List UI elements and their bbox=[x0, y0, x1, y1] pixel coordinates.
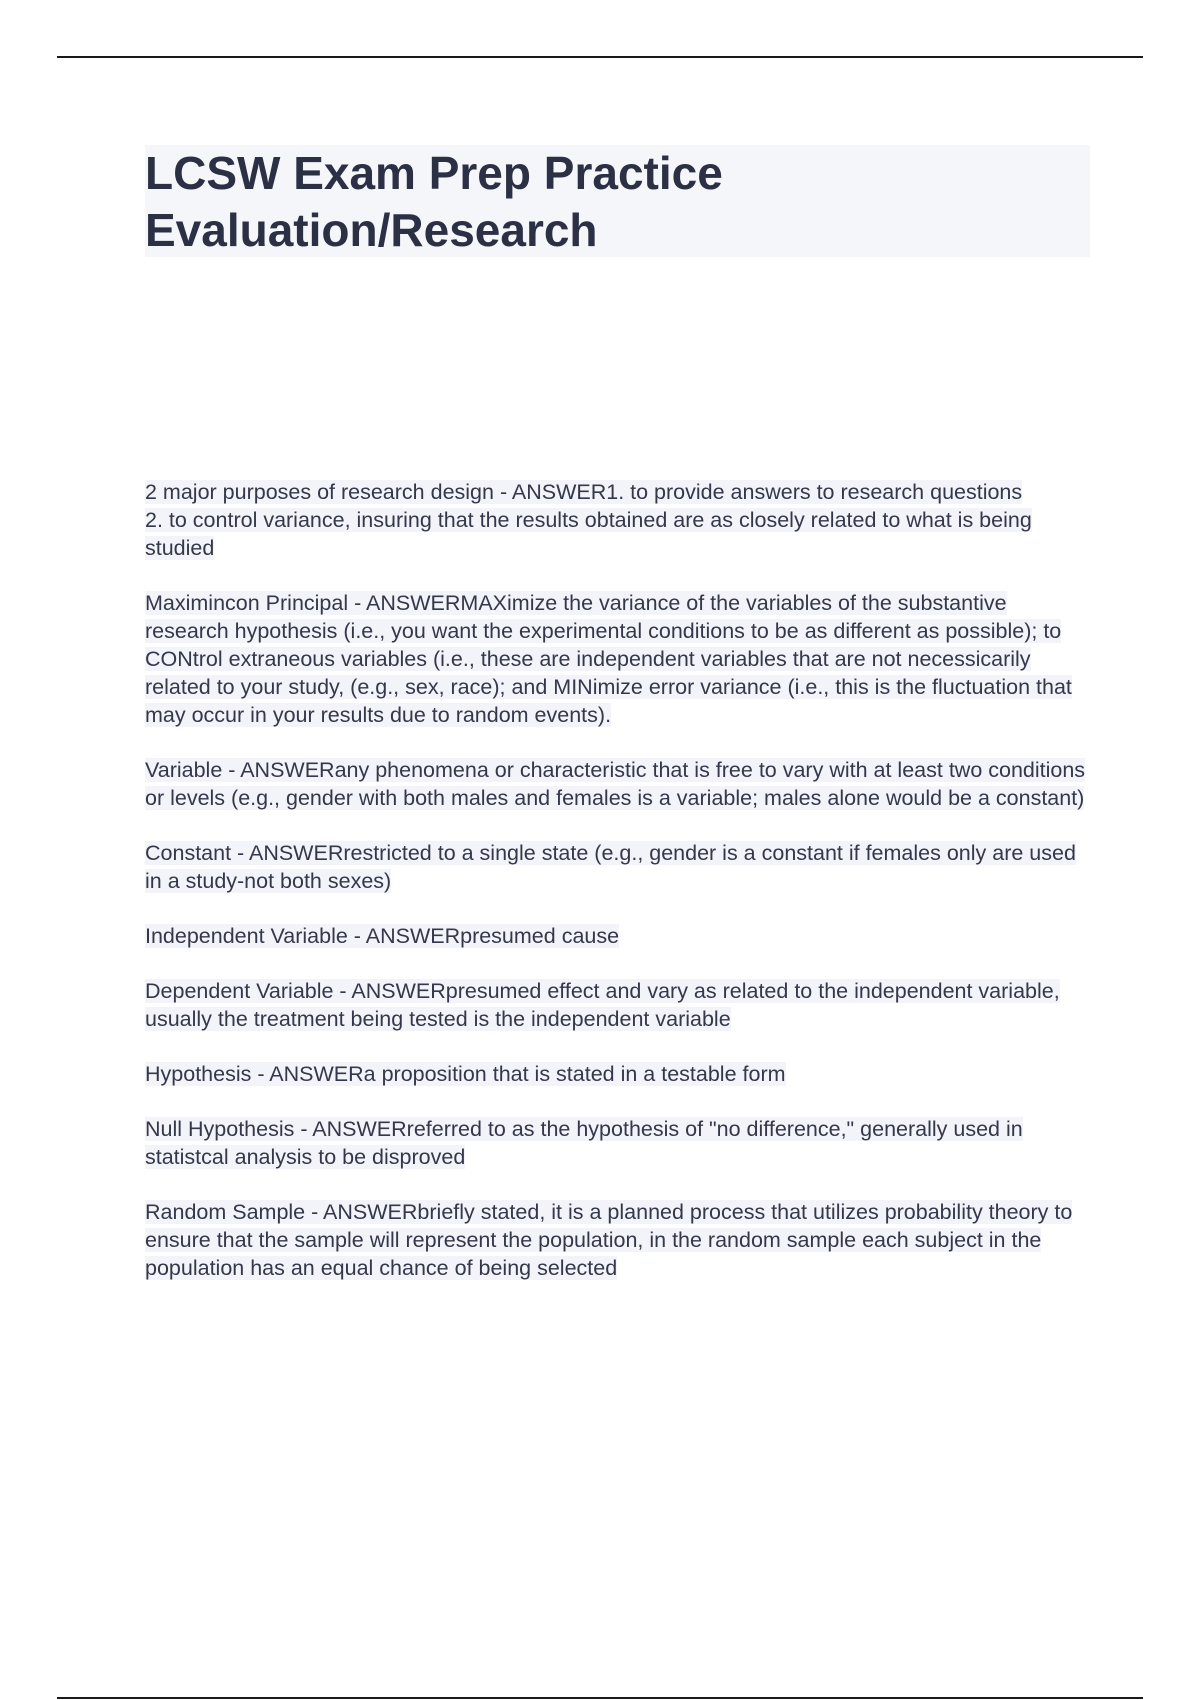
qa-entry-random-sample bbox=[145, 1198, 1090, 1282]
qa-entry-independent-variable bbox=[145, 922, 1090, 950]
qa-entry-text: Maximincon Principal - ANSWERMAXimize the variance of the variables of the substantive research hypothesis (i.e., you want the experimental conditions to be as different as possible); to CONtrol extraneous variables (i.e., these are independent variables that are not necessicarily related to your study, (e.g., sex, race); and MINimize error variance (i.e., this is the fluctuation that may occur in your results due to random events). bbox=[145, 591, 1072, 727]
qa-entry-maximincon-principal bbox=[145, 589, 1090, 729]
top-rule bbox=[57, 56, 1143, 58]
qa-entry-text: Variable - ANSWERany phenomena or characteristic that is free to vary with at least two conditions or levels (e.g., gender with both males and females is a variable; males alone would be a constant) bbox=[145, 758, 1086, 810]
qa-entry-dependent-variable bbox=[145, 977, 1090, 1033]
qa-entry-text: Constant - ANSWERrestricted to a single state (e.g., gender is a constant if females only are used in a study-not both sexes) bbox=[145, 841, 1076, 893]
qa-entry-text: Dependent Variable - ANSWERpresumed effect and vary as related to the independent variable, usually the treatment being tested is the independent variable bbox=[145, 979, 1060, 1031]
qa-entry-text: Null Hypothesis - ANSWERreferred to as the hypothesis of "no difference," generally used in statistcal analysis to be disproved bbox=[145, 1117, 1023, 1169]
qa-entry-constant bbox=[145, 839, 1090, 895]
title-line-1: LCSW Exam Prep Practice bbox=[145, 147, 723, 199]
title-line-2: Evaluation/Research bbox=[145, 204, 598, 256]
qa-entry-variable bbox=[145, 756, 1090, 812]
bottom-rule bbox=[57, 1697, 1143, 1699]
qa-entry-text: Independent Variable - ANSWERpresumed cause bbox=[145, 924, 620, 948]
qa-entry-hypothesis bbox=[145, 1060, 1090, 1088]
document-title bbox=[145, 145, 1090, 257]
qa-entry-null-hypothesis bbox=[145, 1115, 1090, 1171]
qa-entry-text: Hypothesis - ANSWERa proposition that is stated in a testable form bbox=[145, 1062, 786, 1086]
qa-entry-text: Random Sample - ANSWERbriefly stated, it is a planned process that utilizes probability theory to ensure that the sample will represent the population, in the random sample each subject in the population has an equal chance of being selected bbox=[145, 1200, 1073, 1280]
qa-entry-text: 2 major purposes of research design - ANSWER1. to provide answers to research questions 2. to control variance, insuring that the results obtained are as closely related to what is being studied bbox=[145, 480, 1032, 560]
qa-list bbox=[145, 478, 1090, 1309]
qa-entry-research-design-purposes bbox=[145, 478, 1090, 562]
